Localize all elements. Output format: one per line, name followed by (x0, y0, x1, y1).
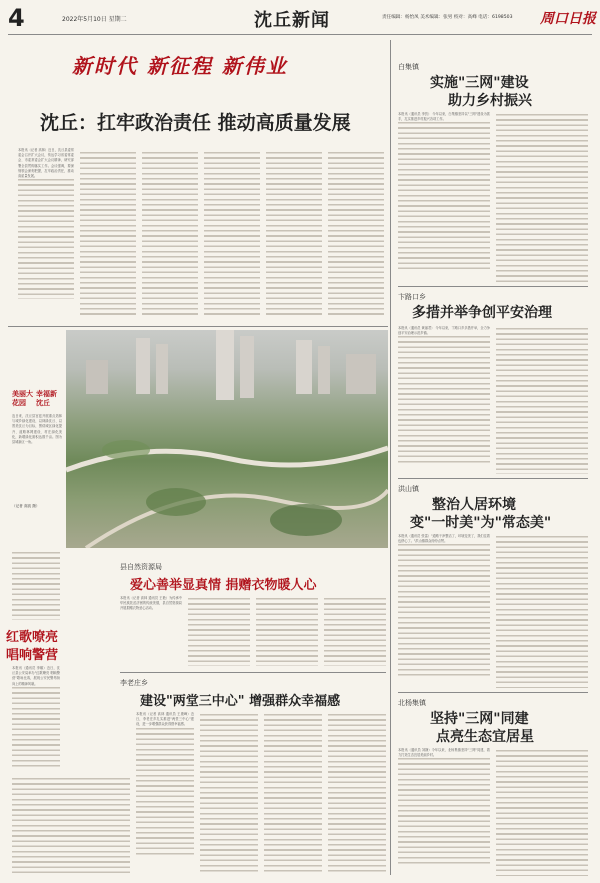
ziran-org: 县自然资源局 (120, 563, 162, 571)
photo-caption-credit: （记者 高凯 摄） (12, 504, 40, 508)
hongshan-rule (398, 692, 588, 693)
lead-column-4 (204, 152, 260, 318)
beiyang-text-lines (398, 758, 490, 866)
baiji-town: 白集镇 (398, 63, 419, 71)
side-headline-1: 红歌嘹亮 (6, 630, 59, 645)
photo-caption-text: 连日来，沈丘县宫廷开展重点造林与城乡绿化建设，以林绿沈丘、以景美沈丘为目标，围绕城区绿化提升、道路林网建设、村庄绿化美化，新增绿化面积达数千亩。图为县城新区一角。 (12, 414, 62, 445)
masthead-logo: 周口日报 (540, 11, 596, 27)
aerial-photo-illustration (66, 330, 388, 548)
ziran-headline: 爱心善举显真情 捐赠衣物暖人心 (130, 578, 317, 593)
side-column-body (12, 666, 60, 774)
hongshan-headline-1: 整治人居环境 (432, 497, 516, 513)
baiji-headline-2: 助力乡村振兴 (448, 93, 532, 109)
baiji-column-1 (398, 112, 490, 282)
lead-body-text: 本报讯（记者 高林）近日，沈丘县委常委会召开扩大会议，传达学习省委常委会、市委常委会扩大会议精神，研究部署全县贯彻落实工作。会议强调，要深刻领会深刻把握，扛牢政治责任，推动高质量发展。 (18, 148, 74, 179)
bianlu-headline: 多措并举争创平安治理 (412, 305, 552, 321)
header-rule (8, 34, 592, 35)
beiyang-town: 北杨集镇 (398, 699, 426, 707)
side-headline-2: 唱响警营 (6, 648, 59, 663)
section-title: 沈丘新闻 (254, 10, 330, 31)
side-column-text (12, 552, 60, 620)
bianlu-town: 卞路口乡 (398, 293, 426, 301)
photo-caption-box (12, 390, 62, 546)
page-number: 4 (8, 4, 25, 32)
lead-column-1 (18, 148, 74, 318)
baiji-text-lines (398, 122, 490, 272)
lilaozhuang-town: 李老庄乡 (120, 679, 148, 687)
lead-text-lines (18, 179, 74, 299)
baiji-column-2 (496, 114, 588, 282)
bianlu-text-lines (398, 336, 490, 464)
ziran-column-3 (256, 598, 318, 666)
bianlu-column-2 (496, 328, 588, 474)
editor-credits: 责任编辑：杨怡凤 美术编辑：张男 校对：高峰 电话：6198503 (382, 15, 513, 20)
lilaozhuang-column-1 (136, 712, 194, 874)
ziran-column-2 (188, 598, 250, 666)
side-text-lines-top (12, 552, 60, 620)
issue-date: 2022年5月10日 星期二 (62, 16, 127, 23)
side-body-text: 本报讯（通讯员 李娜）近日，沈丘县公安局举办"红歌嘹亮 唱响警营"歌咏比赛，展现公安民警昂扬向上的精神风貌。 (12, 666, 60, 686)
lead-column-3 (142, 152, 198, 318)
lilaozhuang-headline: 建设"两堂三中心" 增强群众幸福感 (140, 694, 341, 709)
bianlu-body-text: 本报讯（通讯员 黄丽君） 今年以来，卞路口乡多措并举，全力争创平安治理示范乡镇。 (398, 326, 490, 336)
beiyang-column-2 (496, 750, 588, 876)
hongshan-column-2 (496, 536, 588, 688)
baiji-body-text: 本报讯（通讯员 李贺） 今年以来，白集镇坚持以"三网"建设为抓手，扎实推进乡村振兴各项工作。 (398, 112, 490, 122)
ziran-rule (120, 672, 386, 673)
beiyang-body-text: 本报讯（通讯员 刘静）今年以来，北杨集镇坚持"三网"同建，着力打造生态宜居美丽乡村。 (398, 748, 490, 758)
lilaozhuang-text-lines (136, 728, 194, 858)
lilaozhuang-column-3 (264, 714, 322, 874)
lead-column-2 (80, 152, 136, 318)
hongshan-column-1 (398, 534, 490, 688)
hongshan-body-text: 本报讯（通讯员 张雷）"道路干净整洁了，环境变美了，我们住着也舒心了。"洪山镇群众纷纷点赞。 (398, 534, 490, 544)
photo-top-rule (8, 326, 388, 327)
lead-column-6 (328, 152, 384, 318)
beiyang-headline-2: 点亮生态宜居星 (436, 729, 534, 745)
hongshan-town: 洪山镇 (398, 485, 419, 493)
ziran-body-text: 本报讯（记者 高林 通讯员 王艳）为传承中华民族扶贫济困的传统美德，县自然资源局开展捐赠衣物爱心活动。 (120, 596, 182, 611)
hongshan-headline-2: 变"一时美"为"常态美" (410, 515, 552, 531)
lilaozhuang-column-2 (200, 714, 258, 874)
town-aerial-photo (66, 330, 388, 548)
hongshan-text-lines (398, 544, 490, 678)
baiji-headline-1: 实施"三网"建设 (430, 75, 529, 91)
ziran-column-1 (120, 596, 182, 666)
beiyang-column-1 (398, 748, 490, 876)
photo-caption-title-1: 美丽大花园 (12, 390, 33, 407)
bianlu-rule (398, 478, 588, 479)
slogan-text: 新时代 新征程 新伟业 (72, 54, 288, 78)
side-bottom-text (12, 778, 130, 874)
baiji-rule (398, 286, 588, 287)
lilaozhuang-column-4 (328, 714, 386, 874)
lead-headline: 沈丘：扛牢政治责任 推动高质量发展 (40, 112, 351, 134)
ziran-column-4 (324, 598, 386, 666)
photo-caption-title-2: 幸福新沈丘 (36, 390, 57, 407)
lead-column-5 (266, 152, 322, 318)
side-text-lines (12, 687, 60, 767)
beiyang-headline-1: 坚持"三网"同建 (430, 711, 529, 727)
lilaozhuang-body-text: 本报讯（记者 高林 通讯员 王康峰）近日，李老庄乡扎实推进"两堂三中心"建设，进一步增强群众获得感幸福感。 (136, 712, 194, 727)
slogan-banner (8, 40, 388, 92)
right-column-divider (390, 40, 391, 875)
bianlu-column-1 (398, 326, 490, 474)
